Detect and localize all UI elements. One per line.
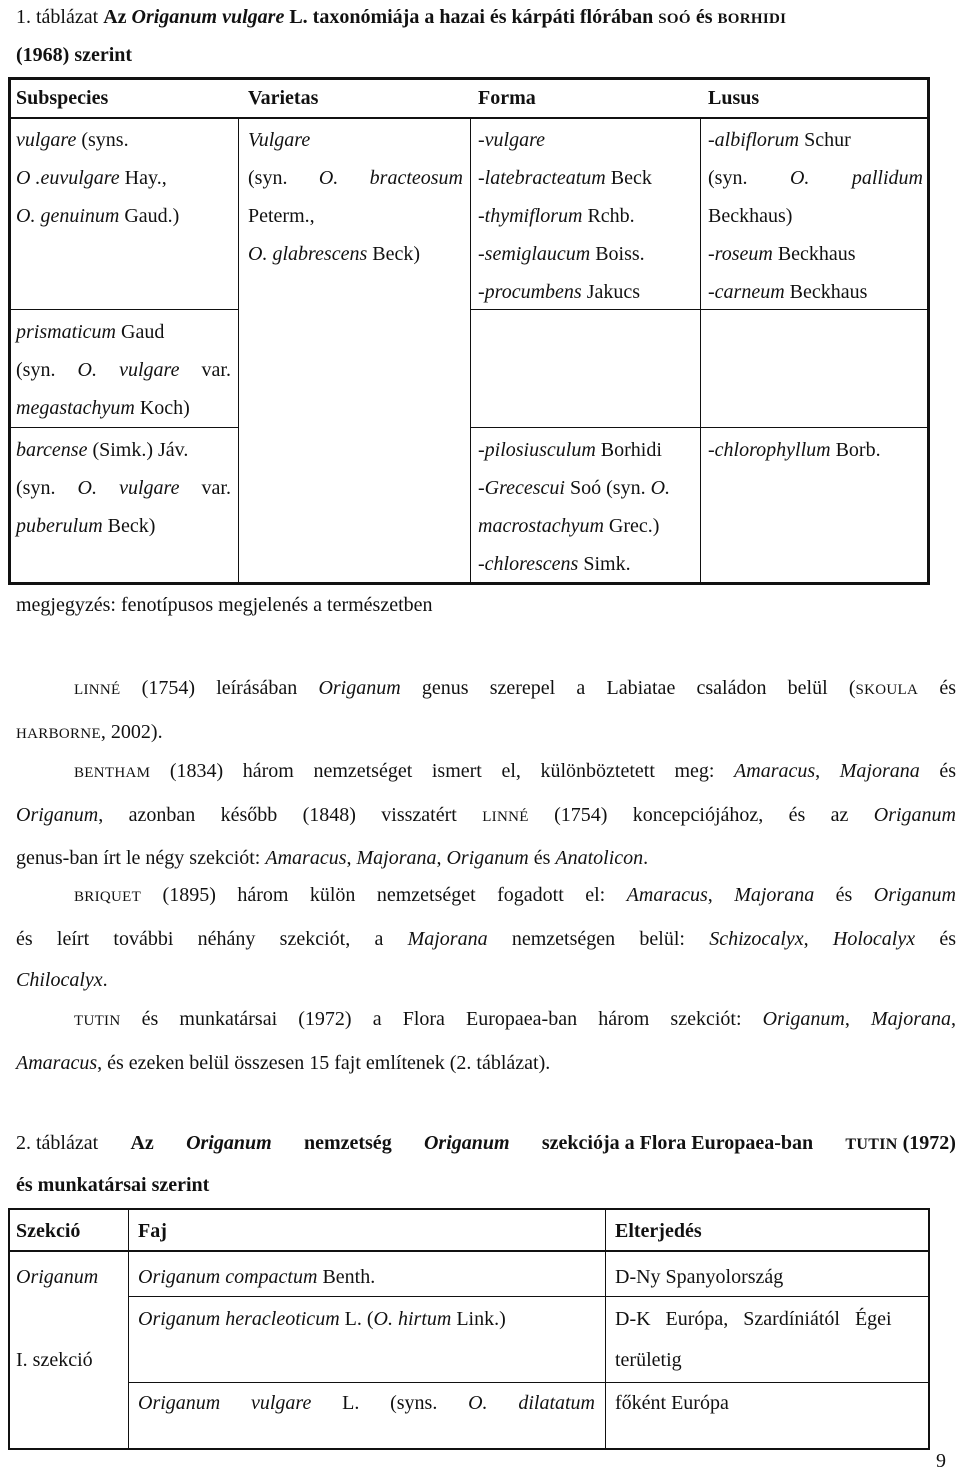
caption-number: 1. táblázat (16, 6, 99, 28)
species-name: Origanum heracleoticum L. (O. hirtum Link.) (138, 1308, 506, 1330)
distribution: D-K Európa, Szardíniától Égei (615, 1308, 892, 1330)
cell-text: -latebracteatum Beck (478, 167, 652, 189)
distribution: főként Európa (615, 1392, 729, 1414)
page-number: 9 (936, 1450, 946, 1472)
caption-word: nemzetség (303, 1132, 392, 1154)
col-divider (238, 117, 239, 585)
cell-text: O. genuinum Gaud.) (16, 205, 180, 227)
cell-text: (syn. O. vulgare var. (16, 359, 231, 381)
cell-text: vulgare (syns. (16, 129, 129, 151)
text-line: BRIQUET (1895) három külön nemzetséget fogadott el: Amaracus, Majorana és Origanum (74, 884, 956, 906)
col-divider (470, 117, 471, 585)
caption-word: Az (130, 1132, 154, 1154)
taxonomy-table (8, 77, 930, 585)
caption-word: Origanum (186, 1132, 272, 1154)
species-name: Origanum compactum Benth. (138, 1266, 376, 1288)
cell-text: -thymiflorum Rchb. (478, 205, 635, 227)
caption-number: 2. táblázat (16, 1132, 99, 1154)
table1-caption-line2: (1968) szerint (16, 44, 133, 66)
text-line: genus-ban írt le négy szekciót: Amaracus, Majorana, Origanum és Anatolicon. (16, 847, 649, 869)
cell-text: Peterm., (248, 205, 315, 227)
cell-text: -pilosiusculum Borhidi (478, 439, 662, 461)
cell-text: Vulgare (248, 129, 311, 151)
cell-text: (syn. O. pallidum (708, 167, 923, 189)
distribution: D-Ny Spanyolország (615, 1266, 784, 1288)
header-elterjedes: Elterjedés (615, 1220, 702, 1242)
cell-text: -roseum Beckhaus (708, 243, 856, 265)
caption-word: Origanum (423, 1132, 510, 1154)
cell-text: megastachyum Koch) (16, 397, 190, 419)
table1-caption-line1 (16, 4, 786, 32)
cell-text: -semiglaucum Boiss. (478, 243, 645, 265)
cell-text: -carneum Beckhaus (708, 281, 868, 303)
cell-text: Beckhaus) (708, 205, 793, 227)
cell-text: -procumbens Jakucs (478, 281, 641, 303)
cell-text: O. glabrescens Beck) (248, 243, 421, 265)
header-lusus: Lusus (708, 87, 760, 109)
species-name: Origanum vulgare L. (syns. O. dilatatum (138, 1392, 595, 1414)
cell-text: -Grecescui Soó (syn. O. (478, 477, 671, 499)
header-divider (8, 117, 930, 119)
header-subspecies: Subspecies (16, 87, 109, 109)
caption-title: Az Origanum vulgare L. taxonómiája a hazai és kárpáti flórában SOÓ és BORHIDI (103, 6, 787, 28)
header-varietas: Varietas (248, 87, 319, 109)
cell-text: (syn. O. bracteosum (248, 167, 463, 189)
table1-note: megjegyzés: fenotípusos megjelenés a természetben (16, 594, 433, 616)
cell-text: prismaticum Gaud (16, 321, 165, 343)
text-line: Origanum, azonban később (1848) visszatért LINNÉ (1754) koncepciójához, és az Origanum (16, 803, 956, 826)
cell-text: -chlorophyllum Borb. (708, 439, 881, 461)
row-divider (470, 427, 700, 428)
header-forma: Forma (478, 87, 536, 109)
cell-text: (syn. O. vulgare var. (16, 477, 231, 499)
cell-text: -vulgare (478, 129, 546, 151)
table2-caption-line2: és munkatársai szerint (16, 1174, 210, 1196)
col-divider (700, 117, 701, 585)
cell-text: macrostachyum Grec.) (478, 515, 660, 537)
text-line: BENTHAM (1834) három nemzetséget ismert el, különböztetett meg: Amaracus, Majorana és (74, 760, 956, 782)
cell-text: -chlorescens Simk. (478, 553, 631, 575)
text-line: HARBORNE, 2002). (16, 720, 163, 743)
text-line: Chilocalyx. (16, 969, 108, 991)
header-divider (8, 1250, 930, 1252)
header-szekcio: Szekció (16, 1220, 81, 1242)
section-name: Origanum (16, 1266, 99, 1288)
row-divider (700, 427, 927, 428)
row-divider (8, 309, 238, 310)
caption-word: TUTIN (1972) (845, 1132, 956, 1154)
table2-caption-line1 (16, 1130, 956, 1158)
paragraph-3 (16, 875, 956, 1002)
text-line: TUTIN és munkatársai (1972) a Flora Europaea-ban három szekciót: Origanum, Majorana, (74, 1008, 956, 1030)
text-line: Amaracus, és ezeken belül összesen 15 fajt említenek (2. táblázat). (16, 1051, 551, 1074)
row-divider (8, 427, 238, 428)
cell-text: -albiflorum Schur (708, 129, 851, 151)
cell-text: puberulum Beck) (16, 515, 156, 537)
col-divider (128, 1208, 129, 1450)
paragraph-2 (16, 751, 956, 880)
species-table (8, 1208, 930, 1450)
paragraph-1 (16, 668, 956, 755)
row-divider (128, 1382, 930, 1383)
distribution: területig (615, 1349, 682, 1371)
text-line: és leírt további néhány szekciót, a Majorana nemzetségen belül: Schizocalyx, Holocalyx és (16, 927, 957, 950)
row-divider (128, 1296, 930, 1297)
paragraph-4 (16, 999, 956, 1084)
cell-text: O .euvulgare Hay., (16, 167, 167, 189)
section-number: I. szekció (16, 1349, 93, 1371)
text-line: LINNÉ (1754) leírásában Origanum genus szerepel a Labiatae családon belül (SKOULA és (74, 677, 956, 699)
col-divider (605, 1208, 606, 1450)
cell-text: barcense (Simk.) Jáv. (16, 439, 189, 461)
caption-word: szekciója a Flora Europaea-ban (541, 1132, 814, 1154)
header-faj: Faj (138, 1220, 167, 1242)
